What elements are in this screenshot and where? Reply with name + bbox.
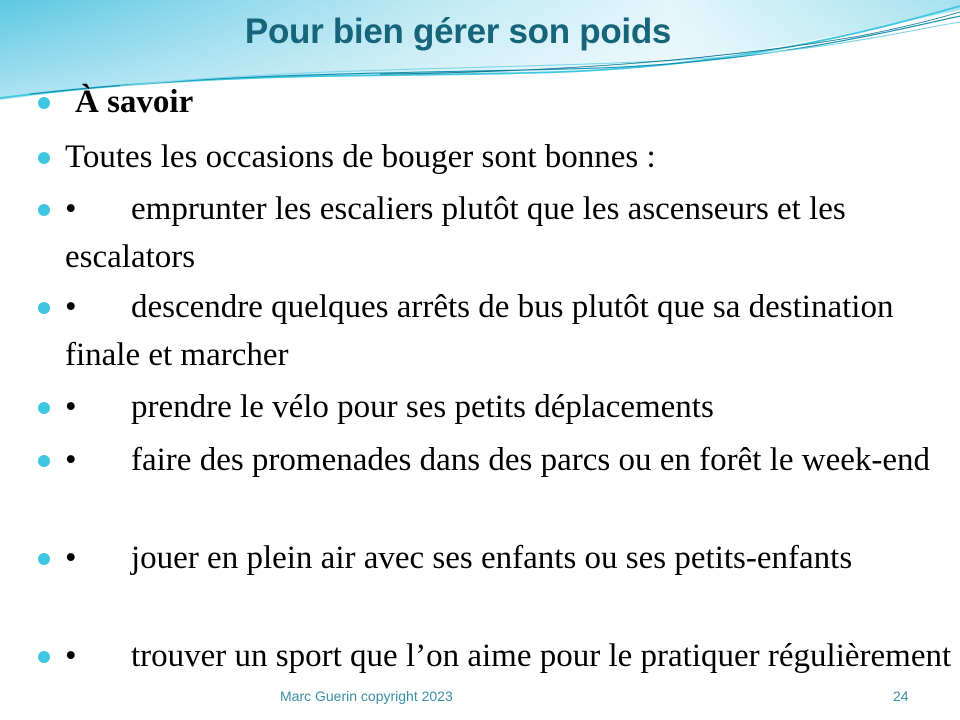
- bullet-dot-icon: [38, 152, 50, 164]
- item-text: trouver un sport que l’on aime pour le pratiquer régulièrement: [131, 638, 952, 674]
- bullet-dot-icon: [38, 97, 50, 109]
- item-text: prendre le vélo pour ses petits déplacements: [131, 389, 714, 425]
- bullet-char: •: [65, 442, 77, 478]
- bullet-char: •: [65, 191, 77, 227]
- list-item-text: [75, 78, 960, 126]
- bullet-dot-icon: [38, 402, 50, 414]
- bullet-dot-icon: [38, 651, 50, 663]
- item-text: descendre quelques arrêts de bus plutôt que sa destination finale et marcher: [65, 289, 894, 373]
- list-item-text: [65, 185, 955, 281]
- item-text: faire des promenades dans des parcs ou en forêt le week-end: [131, 442, 930, 478]
- intro-text: Toutes les occasions de bouger sont bonnes :: [65, 139, 656, 175]
- list-item-text: [65, 383, 955, 431]
- list-item-text: [65, 283, 955, 379]
- list-item-text: [65, 632, 955, 680]
- bullet-char: •: [65, 389, 77, 425]
- item-text: jouer en plein air avec ses enfants ou ses petits-enfants: [131, 540, 853, 576]
- heading-text: À savoir: [75, 84, 194, 120]
- bullet-char: •: [65, 289, 77, 325]
- bullet-char: •: [65, 638, 77, 674]
- list-item-text: [65, 534, 955, 582]
- bullet-dot-icon: [38, 553, 50, 565]
- list-item-text: [65, 436, 955, 484]
- bullet-dot-icon: [38, 204, 50, 216]
- bullet-dot-icon: [38, 302, 50, 314]
- bullet-char: •: [65, 540, 77, 576]
- bullet-dot-icon: [38, 455, 50, 467]
- footer-copyright: Marc Guerin copyright 2023: [280, 688, 453, 704]
- page-number: 24: [893, 688, 909, 704]
- slide-title: Pour bien gérer son poids: [244, 12, 672, 51]
- item-text: emprunter les escaliers plutôt que les ascenseurs et les escalators: [65, 191, 846, 275]
